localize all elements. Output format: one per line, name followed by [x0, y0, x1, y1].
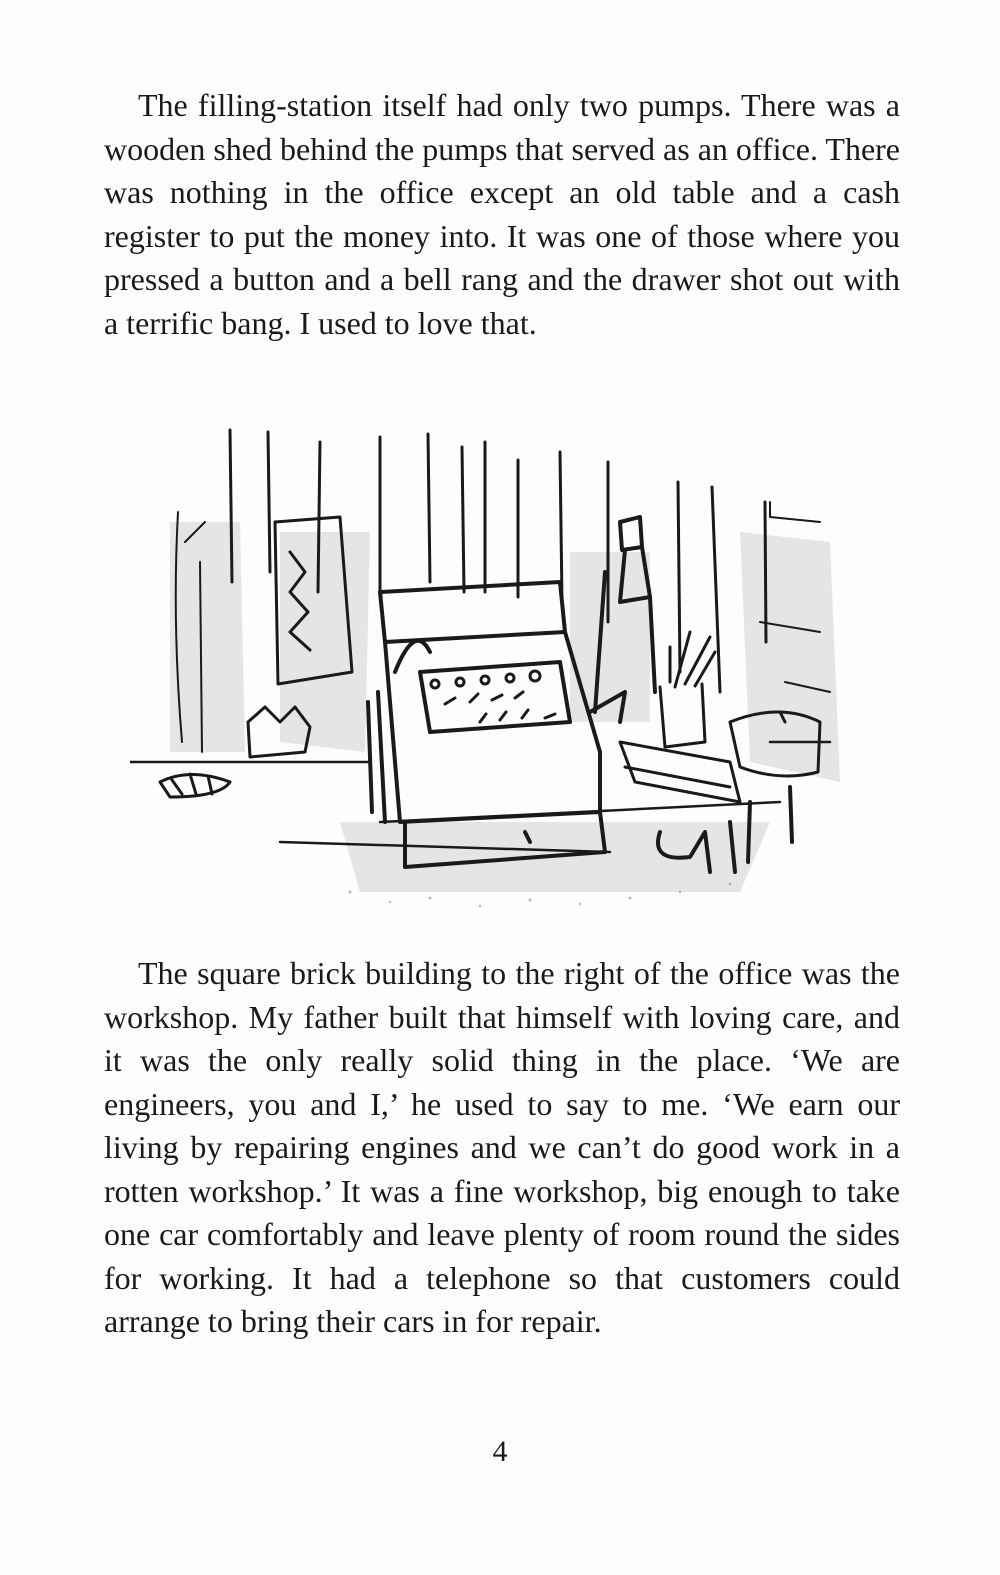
- register-keys: [431, 671, 555, 722]
- pencil-pot: [660, 632, 715, 747]
- wall-shading: [170, 522, 840, 892]
- page-number: 4: [492, 1435, 508, 1468]
- book: [620, 742, 740, 802]
- paragraph-2: The square brick building to the right of the office was the workshop. My father built that himself with loving care, and it was the only really solid thing in the place. ‘We are engineers, you and I,’ he used to say to me. ‘We earn our living by repairing engines and we can’t do good work in a rotten workshop.’ It was a fine workshop, big enough to take one car comfortably and leave plenty of room round the sides for working. It had a telephone so that customers could arrange to bring their cars in for repair.: [104, 955, 900, 1339]
- paragraph-1: The filling-station itself had only two pumps. There was a wooden shed behind the pumps that served as an office. There was nothing in the office except an old table and a cash register to put the money into. It was one of those where you pressed a button and a bell rang and the drawer shot out with a terrific bang. I used to love that.: [104, 87, 900, 341]
- cash-register-illustration: [130, 422, 875, 922]
